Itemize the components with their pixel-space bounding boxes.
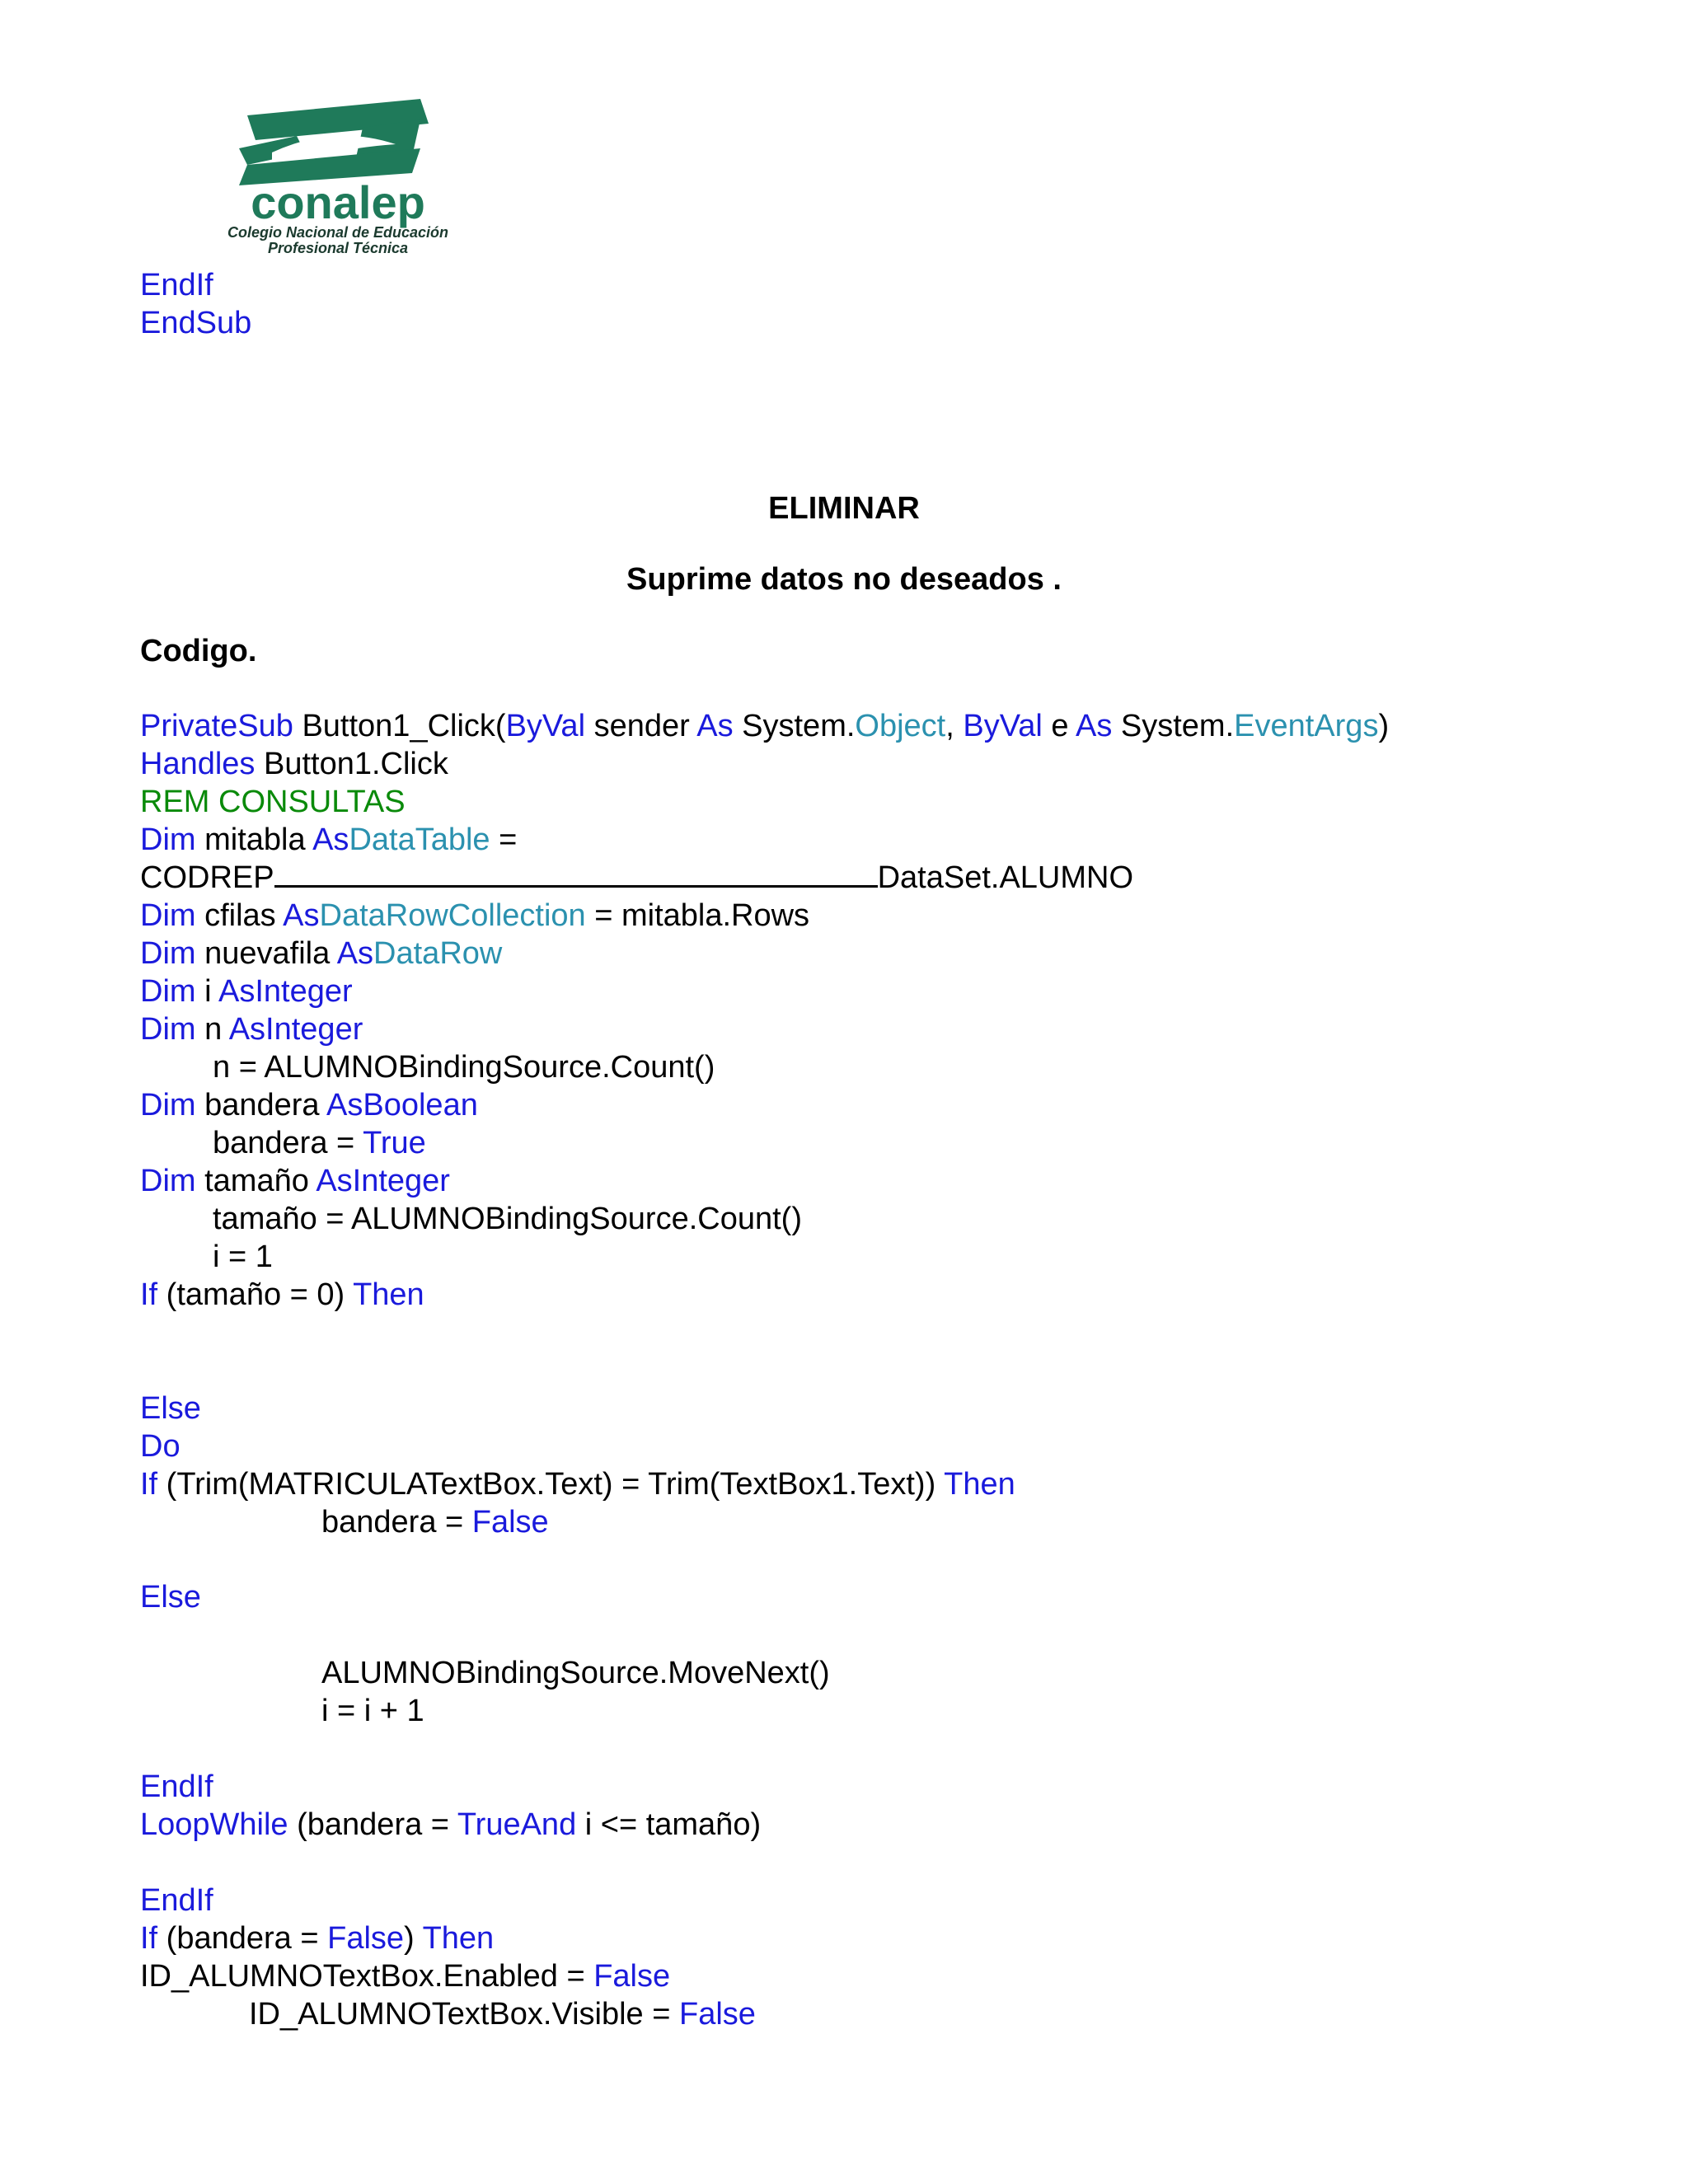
code-token: bandera = bbox=[321, 1505, 472, 1540]
code-token: n bbox=[195, 1012, 229, 1047]
code-token: tamaño bbox=[195, 1164, 316, 1198]
code-line-13 bbox=[140, 1162, 450, 1200]
code-line-20 bbox=[321, 1503, 549, 1541]
code-token: , bbox=[945, 709, 964, 743]
code-line-6 bbox=[140, 897, 809, 935]
code-token: i <= tamaño) bbox=[576, 1807, 762, 1842]
code-line-1 bbox=[140, 707, 1389, 745]
code-token: Dim bbox=[140, 1012, 196, 1047]
code-token: cfilas bbox=[195, 898, 284, 933]
code-token: (bandera = bbox=[288, 1807, 457, 1842]
code-token: = mitabla.Rows bbox=[585, 898, 810, 933]
code-line-29 bbox=[249, 1995, 756, 2033]
code-token: As bbox=[1075, 709, 1113, 743]
code-token: EventArgs bbox=[1234, 709, 1379, 743]
code-line-19 bbox=[140, 1465, 1015, 1503]
code-token: DataSet.ALUMNO bbox=[877, 860, 1134, 895]
code-line-16 bbox=[140, 1276, 424, 1314]
code-token: DataTable bbox=[349, 823, 490, 857]
code-line-8 bbox=[140, 972, 353, 1010]
code-line-endif-top: EndIf bbox=[140, 268, 213, 302]
code-token: Then bbox=[422, 1921, 495, 1956]
logo-subtitle-line1: Colegio Nacional de Educación bbox=[227, 224, 449, 241]
code-token: ID_ALUMNOTextBox.Enabled = bbox=[140, 1959, 594, 1994]
code-line-10: n = ALUMNOBindingSource.Count() bbox=[213, 1050, 715, 1085]
code-token: As bbox=[312, 823, 349, 857]
code-token: ByVal bbox=[963, 709, 1043, 743]
code-token: System. bbox=[1112, 709, 1235, 743]
code-line-5 bbox=[140, 859, 1133, 897]
code-token: As bbox=[336, 936, 374, 971]
code-token: Object bbox=[855, 709, 946, 743]
code-token: System. bbox=[733, 709, 856, 743]
code-token: Then bbox=[944, 1467, 1015, 1502]
code-line-24: EndIf bbox=[140, 1769, 213, 1804]
code-line-27 bbox=[140, 1919, 494, 1957]
code-token: ByVal bbox=[505, 709, 586, 743]
code-heading: Codigo. bbox=[140, 634, 257, 668]
code-token: False bbox=[471, 1505, 549, 1540]
code-token: Dim bbox=[140, 898, 196, 933]
code-token: TrueAnd bbox=[457, 1807, 577, 1842]
code-line-15: i = 1 bbox=[213, 1240, 273, 1274]
code-line-endsub-top: EndSub bbox=[140, 306, 252, 340]
code-token: Dim bbox=[140, 1164, 196, 1198]
code-line-18: Do bbox=[140, 1429, 181, 1464]
code-line-3: REM CONSULTAS bbox=[140, 785, 406, 819]
code-line-11 bbox=[140, 1086, 478, 1124]
conalep-logo-graphic bbox=[148, 91, 528, 255]
code-token: True bbox=[363, 1126, 426, 1160]
code-line-28 bbox=[140, 1957, 670, 1995]
code-token: PrivateSub bbox=[140, 709, 293, 743]
code-line-22: ALUMNOBindingSource.MoveNext() bbox=[321, 1656, 830, 1690]
code-line-4 bbox=[140, 821, 517, 859]
code-token: LoopWhile bbox=[140, 1807, 288, 1842]
conalep-logo bbox=[148, 91, 528, 255]
code-token: AsInteger bbox=[218, 974, 353, 1009]
code-token: Dim bbox=[140, 1088, 196, 1122]
code-token: bandera bbox=[195, 1088, 327, 1122]
code-token: If bbox=[140, 1277, 158, 1312]
logo-subtitle-line2: Profesional Técnica bbox=[267, 240, 409, 255]
code-token: ID_ALUMNOTextBox.Visible = bbox=[249, 1997, 679, 2032]
code-token: If bbox=[140, 1467, 158, 1502]
code-token: i bbox=[195, 974, 219, 1009]
code-token: mitabla bbox=[195, 823, 313, 857]
code-token: DataRowCollection bbox=[319, 898, 586, 933]
code-token: nuevafila bbox=[195, 936, 337, 971]
code-token: (tamaño = 0) bbox=[157, 1277, 354, 1312]
code-token: (bandera = bbox=[157, 1921, 328, 1956]
code-line-2 bbox=[140, 745, 448, 783]
code-token: bandera = bbox=[213, 1126, 363, 1160]
code-token: sender bbox=[585, 709, 697, 743]
code-token: e bbox=[1042, 709, 1076, 743]
code-token: (Trim(MATRICULATextBox.Text) = Trim(TextBox1.Text)) bbox=[157, 1467, 945, 1502]
logo-brand-text: conalep bbox=[251, 176, 425, 228]
code-token: As bbox=[283, 898, 320, 933]
code-line-17: Else bbox=[140, 1391, 201, 1426]
code-token: AsInteger bbox=[316, 1164, 450, 1198]
code-token: Button1_Click( bbox=[293, 709, 506, 743]
code-line-23: i = i + 1 bbox=[321, 1694, 424, 1728]
code-token: False bbox=[679, 1997, 756, 2032]
code-line-9 bbox=[140, 1010, 363, 1048]
code-token: As bbox=[696, 709, 734, 743]
section-subtitle: Suprime datos no deseados . bbox=[626, 562, 1062, 597]
code-token: Then bbox=[353, 1277, 424, 1312]
code-token: False bbox=[327, 1921, 405, 1956]
code-line-12 bbox=[213, 1124, 426, 1162]
code-token: AsInteger bbox=[228, 1012, 363, 1047]
code-token: CODREP bbox=[140, 860, 274, 895]
code-line-14: tamaño = ALUMNOBindingSource.Count() bbox=[213, 1202, 802, 1236]
code-line-7 bbox=[140, 935, 502, 972]
code-line-25 bbox=[140, 1806, 761, 1844]
code-line-26: EndIf bbox=[140, 1883, 213, 1918]
code-token: Handles bbox=[140, 747, 256, 781]
code-token: Dim bbox=[140, 974, 196, 1009]
code-token: Dim bbox=[140, 936, 196, 971]
code-token: False bbox=[593, 1959, 671, 1994]
code-token: ) bbox=[1378, 709, 1390, 743]
section-title: ELIMINAR bbox=[768, 491, 920, 526]
code-token: If bbox=[140, 1921, 158, 1956]
code-token: Dim bbox=[140, 823, 196, 857]
code-token: Button1.Click bbox=[255, 747, 448, 781]
blank-underline bbox=[274, 860, 878, 888]
code-token: AsBoolean bbox=[326, 1088, 478, 1122]
code-token: DataRow bbox=[373, 936, 503, 971]
code-token: ) bbox=[404, 1921, 423, 1956]
code-token: = bbox=[490, 823, 518, 857]
code-line-21: Else bbox=[140, 1580, 201, 1615]
